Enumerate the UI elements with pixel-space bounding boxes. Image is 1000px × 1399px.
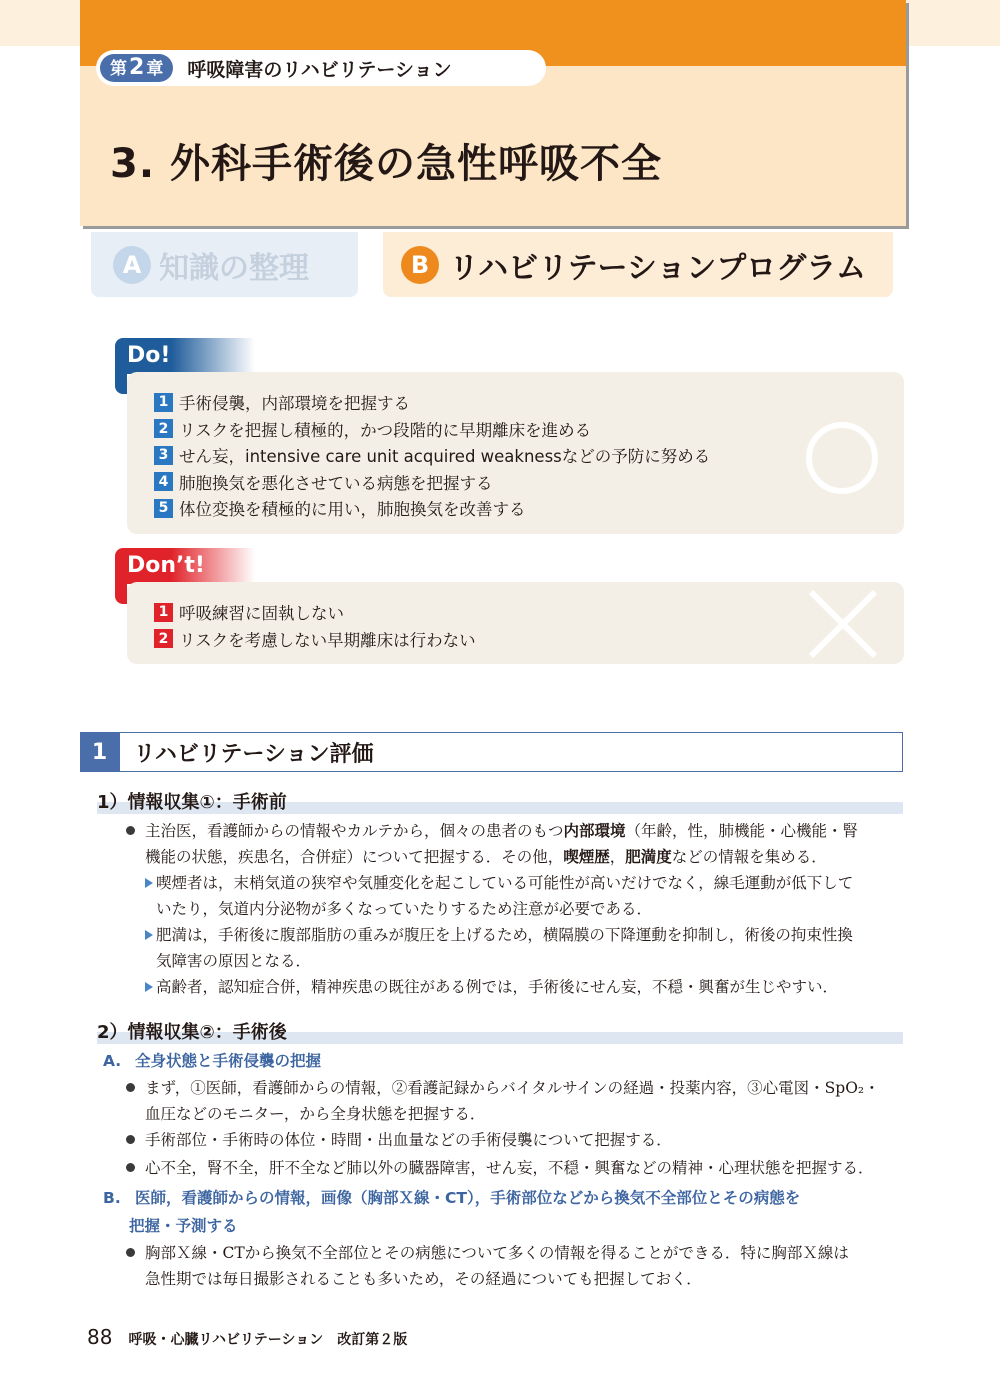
dont-item <box>154 599 904 626</box>
chapter-tag-prefix: 第 <box>110 59 127 79</box>
do-item-number: 2 <box>154 419 173 438</box>
note <box>156 870 906 922</box>
do-item-text: 肺胞換気を悪化させている病態を把握する <box>179 473 493 493</box>
text-line: 肥満は，手術後に腹部脂肪の重みが腹圧を上げるため，横隔膜の下降運動を抑制し，術後の拘束性換 <box>156 926 853 944</box>
do-item <box>154 469 904 496</box>
arrow-bullet-icon <box>145 982 153 992</box>
do-item <box>154 495 904 522</box>
do-item-number: 4 <box>154 472 173 491</box>
dont-box <box>127 582 904 664</box>
bold-term: 内部環境 <box>563 822 626 840</box>
text-line: 急性期では毎日撮影されることも多いため，その経過についても把握しておく． <box>145 1270 702 1288</box>
text-line: 高齢者，認知症合併，精神疾患の既往がある例では，手術後にせん妄，不穏・興奮が生じやすい． <box>156 978 839 996</box>
bullet-icon <box>126 1135 135 1144</box>
do-item-text: リスクを把握し積極的，かつ段階的に早期離床を進める <box>179 420 592 440</box>
tab-rehab-program[interactable] <box>383 232 893 297</box>
chapter-tag-number: 2 <box>129 55 145 80</box>
do-box <box>127 372 904 534</box>
arrow-bullet-icon <box>145 878 153 888</box>
do-item <box>154 442 904 469</box>
chapter-name: 呼吸障害のリハビリテーション <box>187 58 452 81</box>
text-line: 気障害の原因となる． <box>156 952 312 970</box>
do-item <box>154 416 904 443</box>
item-heading-b <box>103 1184 903 1240</box>
chapter-pill <box>96 50 546 86</box>
page-title: 3. 外科手術後の急性呼吸不全 <box>110 141 662 187</box>
text-line: 心不全，腎不全，肝不全など肺以外の臓器障害，せん妄，不穏・興奮などの精神・心理状態を把握する． <box>145 1159 874 1177</box>
section-title: リハビリテーション評価 <box>133 741 374 767</box>
dont-item-number: 2 <box>154 629 173 648</box>
paragraph <box>145 1240 905 1292</box>
item-letter: A. <box>103 1052 122 1070</box>
do-item-text: 手術侵襲，内部環境を把握する <box>179 394 410 414</box>
tab-b-letter: B <box>401 246 439 284</box>
text-line: 主治医，看護師からの情報やカルテから，個々の患者のもつ内部環境（年齢，性，肺機能・心機能・腎 <box>145 822 859 840</box>
item-title: 把握・予測する <box>129 1217 238 1235</box>
do-heading-edge <box>115 370 127 394</box>
tab-a-label: 知識の整理 <box>159 250 309 286</box>
dont-heading-edge <box>115 580 127 604</box>
text-line: 血圧などのモニター，から全身状態を把握する． <box>145 1105 486 1123</box>
note <box>156 922 906 974</box>
do-item-text: せん妄，intensive care unit acquired weaknessなどの予防に努める <box>179 447 711 467</box>
item-heading-a <box>103 1047 321 1075</box>
note <box>156 974 906 1000</box>
tab-b-label: リハビリテーションプログラム <box>449 250 866 286</box>
paragraph <box>145 1155 905 1181</box>
page-number: 88 <box>87 1325 113 1349</box>
text-line: 手術部位・手術時の体位・時間・出血量などの手術侵襲について把握する． <box>145 1131 672 1149</box>
do-item-number: 3 <box>154 446 173 465</box>
dont-item-number: 1 <box>154 603 173 622</box>
do-item-number: 1 <box>154 393 173 412</box>
book-title: 呼吸・心臓リハビリテーション 改訂第２版 <box>128 1332 408 1348</box>
do-heading: Do! <box>115 338 255 374</box>
section-heading <box>80 732 903 772</box>
cross-mark-icon <box>805 586 881 662</box>
page-footer <box>87 1325 407 1349</box>
bold-term: 肥満度 <box>625 848 672 866</box>
text-line: 喫煙者は，末梢気道の狭窄や気腫変化を起こしている可能性が高いだけでなく，線毛運動が低下して <box>156 874 854 892</box>
text-line: 胸部Ｘ線・CTから換気不全部位とその病態について多くの情報を得ることができる．特に胸部Ｘ線は <box>145 1244 849 1262</box>
do-item <box>154 389 904 416</box>
dont-item-text: 呼吸練習に固執しない <box>179 604 344 624</box>
do-item-text: 体位変換を積極的に用い，肺胞換気を改善する <box>179 500 526 520</box>
tab-a-letter: A <box>113 246 151 284</box>
item-title: 全身状態と手術侵襲の把握 <box>135 1052 322 1070</box>
text-line: 機能の状態，疾患名，合併症）について把握する．その他，喫煙歴，肥満度などの情報を集める． <box>145 848 827 866</box>
subsection-title: 1）情報収集①：手術前 <box>97 792 287 813</box>
circle-mark-icon <box>804 420 880 496</box>
text-line: まず，①医師，看護師からの情報，②看護記録からバイタルサインの経過・投薬内容，③心電図・SpO₂・ <box>145 1079 880 1097</box>
paragraph <box>145 1075 905 1127</box>
item-title: 医師，看護師からの情報，画像（胸部Ｘ線・CT），手術部位などから換気不全部位とその病態を <box>135 1189 801 1207</box>
bullet-icon <box>126 1163 135 1172</box>
bold-term: 喫煙歴 <box>563 848 610 866</box>
chapter-tag-suffix: 章 <box>146 59 164 79</box>
arrow-bullet-icon <box>145 930 153 940</box>
chapter-tag <box>100 54 173 82</box>
tab-knowledge[interactable] <box>91 232 358 297</box>
dont-heading: Don’t! <box>115 548 255 584</box>
do-item-number: 5 <box>154 499 173 518</box>
subsection-heading-1 <box>97 790 903 814</box>
dont-item <box>154 626 904 653</box>
bullet-icon <box>126 1248 135 1257</box>
subsection-heading-2 <box>97 1020 903 1044</box>
bullet-icon <box>126 1083 135 1092</box>
paragraph <box>145 818 905 870</box>
text-line: いたり，気道内分泌物が多くなっていたりするため注意が必要である． <box>156 900 653 918</box>
chapter-header <box>80 0 906 226</box>
paragraph <box>145 1127 905 1153</box>
item-letter: B. <box>103 1189 121 1207</box>
dont-item-text: リスクを考慮しない早期離床は行わない <box>179 630 476 650</box>
subsection-title: 2）情報収集②：手術後 <box>97 1022 287 1043</box>
bullet-icon <box>126 826 135 835</box>
section-number: 1 <box>80 732 120 772</box>
